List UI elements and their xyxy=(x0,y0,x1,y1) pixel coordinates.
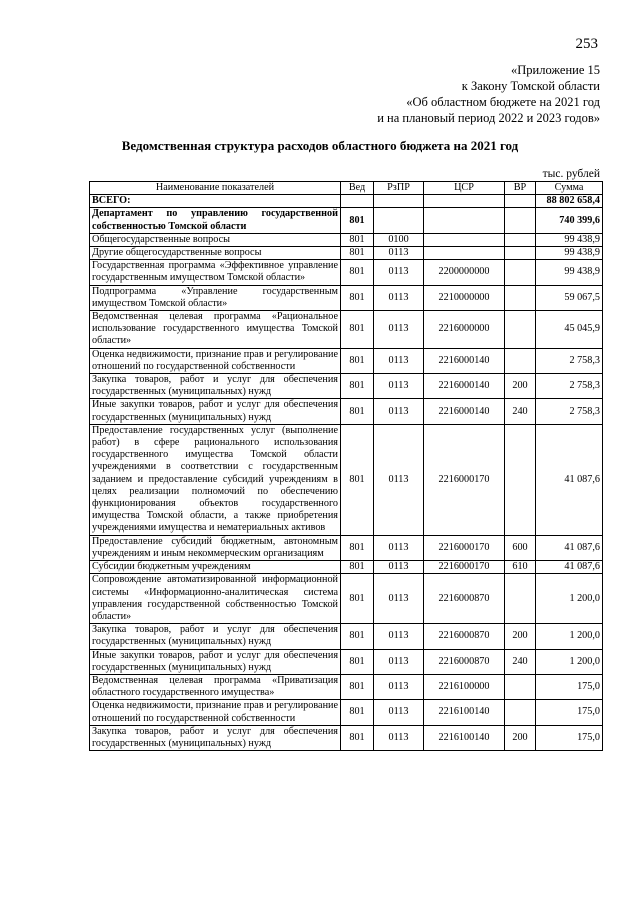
table-row xyxy=(90,424,603,535)
cell-rzpr: 0113 xyxy=(374,399,424,424)
cell-rzpr: 0113 xyxy=(374,725,424,750)
cell-vr: 240 xyxy=(505,649,536,674)
cell-sum: 175,0 xyxy=(536,725,603,750)
cell-csr: 2216000170 xyxy=(424,561,505,574)
cell-sum: 1 200,0 xyxy=(536,649,603,674)
cell-csr: 2216000140 xyxy=(424,374,505,399)
cell-vr xyxy=(505,674,536,699)
cell-sum: 59 067,5 xyxy=(536,285,603,310)
cell-vr xyxy=(505,285,536,310)
table-header-row xyxy=(90,182,603,195)
cell-ved: 801 xyxy=(341,348,374,373)
cell-sum: 99 438,9 xyxy=(536,233,603,246)
cell-ved xyxy=(341,195,374,208)
cell-csr: 2216000140 xyxy=(424,399,505,424)
cell-vr: 610 xyxy=(505,561,536,574)
cell-ved: 801 xyxy=(341,725,374,750)
cell-sum: 41 087,6 xyxy=(536,561,603,574)
page-number: 253 xyxy=(575,36,598,52)
cell-ved: 801 xyxy=(341,649,374,674)
cell-rzpr: 0113 xyxy=(374,624,424,649)
cell-csr: 2216000870 xyxy=(424,624,505,649)
cell-csr xyxy=(424,195,505,208)
cell-name: Закупка товаров, работ и услуг для обеспечения государственных (муниципальных) нужд xyxy=(90,624,341,649)
cell-rzpr: 0113 xyxy=(374,649,424,674)
cell-ved: 801 xyxy=(341,208,374,233)
table-row xyxy=(90,674,603,699)
table-row xyxy=(90,649,603,674)
table-row xyxy=(90,247,603,260)
header-vr: ВР xyxy=(505,182,536,195)
cell-sum: 99 438,9 xyxy=(536,247,603,260)
cell-sum: 1 200,0 xyxy=(536,574,603,624)
table-row xyxy=(90,535,603,560)
cell-vr xyxy=(505,233,536,246)
header-rzpr: РзПР xyxy=(374,182,424,195)
units-label: тыс. рублей xyxy=(542,168,600,180)
cell-vr xyxy=(505,700,536,725)
cell-name: Предоставление государственных услуг (выполнение работ) в сфере рационального использования государственного имущества Томской области учреждениями в соответствии с государственным заданием и предоставление субсидий учреждениям в целях реализации полномочий по обеспечению функционирования объектов государственного имущества Томской области, а также приобретения учреждениями имущества и нематериальных активов xyxy=(90,424,341,535)
appendix-line-4: и на плановый период 2022 и 2023 годов» xyxy=(377,111,600,125)
cell-name: Оценка недвижимости, признание прав и регулирование отношений по государственной собственности xyxy=(90,700,341,725)
budget-table xyxy=(89,181,603,751)
header-ved: Вед xyxy=(341,182,374,195)
cell-sum: 2 758,3 xyxy=(536,374,603,399)
cell-ved: 801 xyxy=(341,535,374,560)
cell-sum: 740 399,6 xyxy=(536,208,603,233)
cell-csr: 2216100000 xyxy=(424,674,505,699)
cell-ved: 801 xyxy=(341,260,374,285)
cell-name: Оценка недвижимости, признание прав и регулирование отношений по государственной собственности xyxy=(90,348,341,373)
cell-csr: 2216100140 xyxy=(424,700,505,725)
cell-ved: 801 xyxy=(341,674,374,699)
cell-ved: 801 xyxy=(341,311,374,349)
cell-name: Подпрограмма «Управление государственным имуществом Томской области» xyxy=(90,285,341,310)
cell-rzpr: 0113 xyxy=(374,374,424,399)
table-body xyxy=(90,195,603,751)
cell-name: Предоставление субсидий бюджетным, автономным учреждениям и иным некоммерческим организациям xyxy=(90,535,341,560)
cell-csr xyxy=(424,208,505,233)
cell-csr: 2216000870 xyxy=(424,649,505,674)
cell-name: Другие общегосударственные вопросы xyxy=(90,247,341,260)
cell-sum: 41 087,6 xyxy=(536,535,603,560)
cell-sum: 45 045,9 xyxy=(536,311,603,349)
cell-vr xyxy=(505,247,536,260)
cell-csr xyxy=(424,247,505,260)
cell-ved: 801 xyxy=(341,374,374,399)
cell-rzpr: 0113 xyxy=(374,561,424,574)
cell-rzpr: 0113 xyxy=(374,285,424,310)
cell-rzpr xyxy=(374,208,424,233)
appendix-line-2: к Закону Томской области xyxy=(461,79,600,93)
cell-csr: 2216000870 xyxy=(424,574,505,624)
cell-ved: 801 xyxy=(341,561,374,574)
cell-rzpr: 0113 xyxy=(374,247,424,260)
cell-csr: 2200000000 xyxy=(424,260,505,285)
cell-name: Сопровождение автоматизированной информационной системы «Информационно-аналитическая система управления государственной собственностью Томской области» xyxy=(90,574,341,624)
cell-vr: 600 xyxy=(505,535,536,560)
document-title: Ведомственная структура расходов областного бюджета на 2021 год xyxy=(121,138,519,153)
table-row xyxy=(90,574,603,624)
cell-rzpr: 0113 xyxy=(374,424,424,535)
header-csr: ЦСР xyxy=(424,182,505,195)
table-row xyxy=(90,561,603,574)
cell-sum: 99 438,9 xyxy=(536,260,603,285)
cell-name: Закупка товаров, работ и услуг для обеспечения государственных (муниципальных) нужд xyxy=(90,374,341,399)
cell-csr: 2216100140 xyxy=(424,725,505,750)
cell-sum: 88 802 658,4 xyxy=(536,195,603,208)
cell-vr xyxy=(505,574,536,624)
cell-ved: 801 xyxy=(341,285,374,310)
cell-rzpr: 0100 xyxy=(374,233,424,246)
cell-rzpr: 0113 xyxy=(374,311,424,349)
cell-name: Иные закупки товаров, работ и услуг для обеспечения государственных (муниципальных) нужд xyxy=(90,399,341,424)
cell-name: Субсидии бюджетным учреждениям xyxy=(90,561,341,574)
cell-vr xyxy=(505,311,536,349)
cell-vr: 240 xyxy=(505,399,536,424)
appendix-line-3: «Об областном бюджете на 2021 год xyxy=(406,95,600,109)
cell-name: Государственная программа «Эффективное управление государственным имуществом Томской области» xyxy=(90,260,341,285)
cell-ved: 801 xyxy=(341,247,374,260)
cell-ved: 801 xyxy=(341,233,374,246)
cell-name: Закупка товаров, работ и услуг для обеспечения государственных (муниципальных) нужд xyxy=(90,725,341,750)
cell-csr: 2216000000 xyxy=(424,311,505,349)
cell-rzpr: 0113 xyxy=(374,348,424,373)
cell-ved: 801 xyxy=(341,574,374,624)
appendix-header xyxy=(377,62,600,126)
table-row xyxy=(90,260,603,285)
cell-vr xyxy=(505,348,536,373)
cell-ved: 801 xyxy=(341,424,374,535)
cell-ved: 801 xyxy=(341,399,374,424)
cell-vr: 200 xyxy=(505,725,536,750)
cell-vr xyxy=(505,424,536,535)
table-row xyxy=(90,399,603,424)
table-row xyxy=(90,725,603,750)
cell-rzpr: 0113 xyxy=(374,574,424,624)
cell-vr xyxy=(505,195,536,208)
cell-sum: 2 758,3 xyxy=(536,348,603,373)
cell-vr xyxy=(505,260,536,285)
cell-name: Иные закупки товаров, работ и услуг для обеспечения государственных (муниципальных) нужд xyxy=(90,649,341,674)
table-row xyxy=(90,348,603,373)
cell-rzpr: 0113 xyxy=(374,535,424,560)
cell-csr: 2216000170 xyxy=(424,535,505,560)
cell-name: Ведомственная целевая программа «Приватизация областного государственного имущества» xyxy=(90,674,341,699)
table-row xyxy=(90,311,603,349)
cell-vr xyxy=(505,208,536,233)
appendix-line-1: «Приложение 15 xyxy=(511,63,600,77)
cell-csr: 2216000170 xyxy=(424,424,505,535)
cell-csr: 2216000140 xyxy=(424,348,505,373)
table-row xyxy=(90,700,603,725)
cell-sum: 1 200,0 xyxy=(536,624,603,649)
cell-name: Ведомственная целевая программа «Рациональное использование государственного имущества Томской области» xyxy=(90,311,341,349)
cell-ved: 801 xyxy=(341,700,374,725)
cell-sum: 175,0 xyxy=(536,700,603,725)
cell-vr: 200 xyxy=(505,374,536,399)
cell-ved: 801 xyxy=(341,624,374,649)
cell-rzpr: 0113 xyxy=(374,260,424,285)
header-sum: Сумма xyxy=(536,182,603,195)
cell-name: ВСЕГО: xyxy=(90,195,341,208)
cell-csr xyxy=(424,233,505,246)
cell-sum: 175,0 xyxy=(536,674,603,699)
header-name: Наименование показателей xyxy=(90,182,341,195)
table-row xyxy=(90,285,603,310)
table-row xyxy=(90,374,603,399)
table-row xyxy=(90,624,603,649)
table-row xyxy=(90,233,603,246)
cell-vr: 200 xyxy=(505,624,536,649)
cell-sum: 41 087,6 xyxy=(536,424,603,535)
cell-name: Департамент по управлению государственной собственностью Томской области xyxy=(90,208,341,233)
cell-name: Общегосударственные вопросы xyxy=(90,233,341,246)
cell-rzpr: 0113 xyxy=(374,700,424,725)
table-row xyxy=(90,208,603,233)
cell-sum: 2 758,3 xyxy=(536,399,603,424)
cell-rzpr xyxy=(374,195,424,208)
cell-csr: 2210000000 xyxy=(424,285,505,310)
table-row xyxy=(90,195,603,208)
cell-rzpr: 0113 xyxy=(374,674,424,699)
